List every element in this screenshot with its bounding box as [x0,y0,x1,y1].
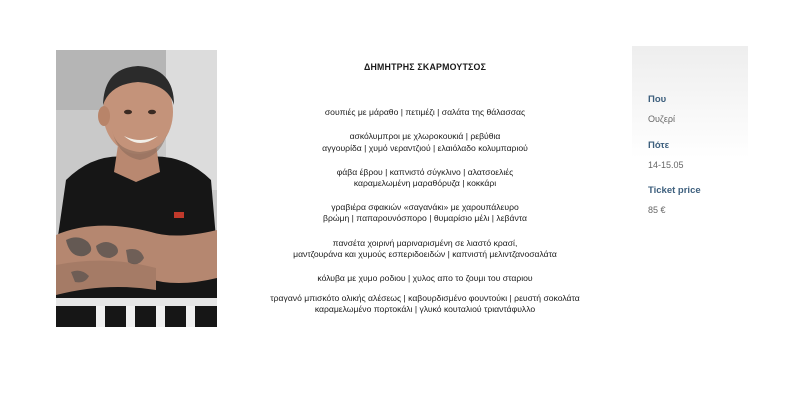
menu-course [250,293,600,315]
menu-line: τραγανό μπισκότο ολικής αλέσεως | καβουρδισμένο φουντούκι | ρευστή σοκολάτα [270,293,580,304]
menu-line: σουπιές με μάραθο | πετιμέζι | σαλάτα της θάλασσας [324,107,526,118]
menu-course [250,238,600,260]
menu-line: αγγουρίδα | χυμό νεραντζιού | ελαιόλαδο κολυμπαριού [322,142,528,153]
when-value: 14-15.05 [648,160,684,170]
where-block [648,94,675,125]
menu-course [250,273,600,284]
menu-course [250,107,600,118]
menu-line: γραβιέρα σφακιών «σαγανάκι» με χαρουπάλευρο [331,202,519,213]
when-label: Πότε [648,140,670,151]
menu-course [250,131,600,153]
menu-line: πανσέτα χοιρινή μαριναρισμένη σε λιαστό κρασί, [332,237,518,248]
menu-line: ασκόλυμπροι με χλωροκουκιά | ρεβύθια [349,131,501,142]
price-block [648,185,701,216]
chef-photo [56,50,217,327]
where-value: Ουζερί [648,114,676,124]
menu-course [250,202,600,224]
where-label: Που [648,94,667,105]
menu-line: μαντζουράνα και χυμούς εσπεριδοειδών | καπνιστή μελιντζανοσαλάτα [293,248,557,259]
chef-name: ΔΗΜΗΤΡΗΣ ΣΚΑΡΜΟΥΤΣΟΣ [363,62,487,72]
menu-line: καραμελωμένη μαραθόρυζα | κοκκάρι [353,178,497,189]
price-value: 85 € [648,205,666,215]
menu-line: κόλυβα με χυμο ροδιου | χυλος απο το ζουμι του σταριου [317,273,533,284]
price-label: Ticket price [648,185,701,196]
menu-course [250,167,600,189]
menu-section [250,62,600,329]
when-block [648,140,684,171]
menu-line: φάβα έβρου | καπνιστό σύγκλινο | αλατσοελιές [336,166,514,177]
menu-line: βρώμη | παπαρουνόσπορο | θυμαρίσιο μέλι | λεβάντα [323,213,527,224]
event-info-panel [632,46,748,296]
menu-line: καραμελωμένο πορτοκάλι | γλυκό κουταλιού τριαντάφυλλο [314,304,536,315]
